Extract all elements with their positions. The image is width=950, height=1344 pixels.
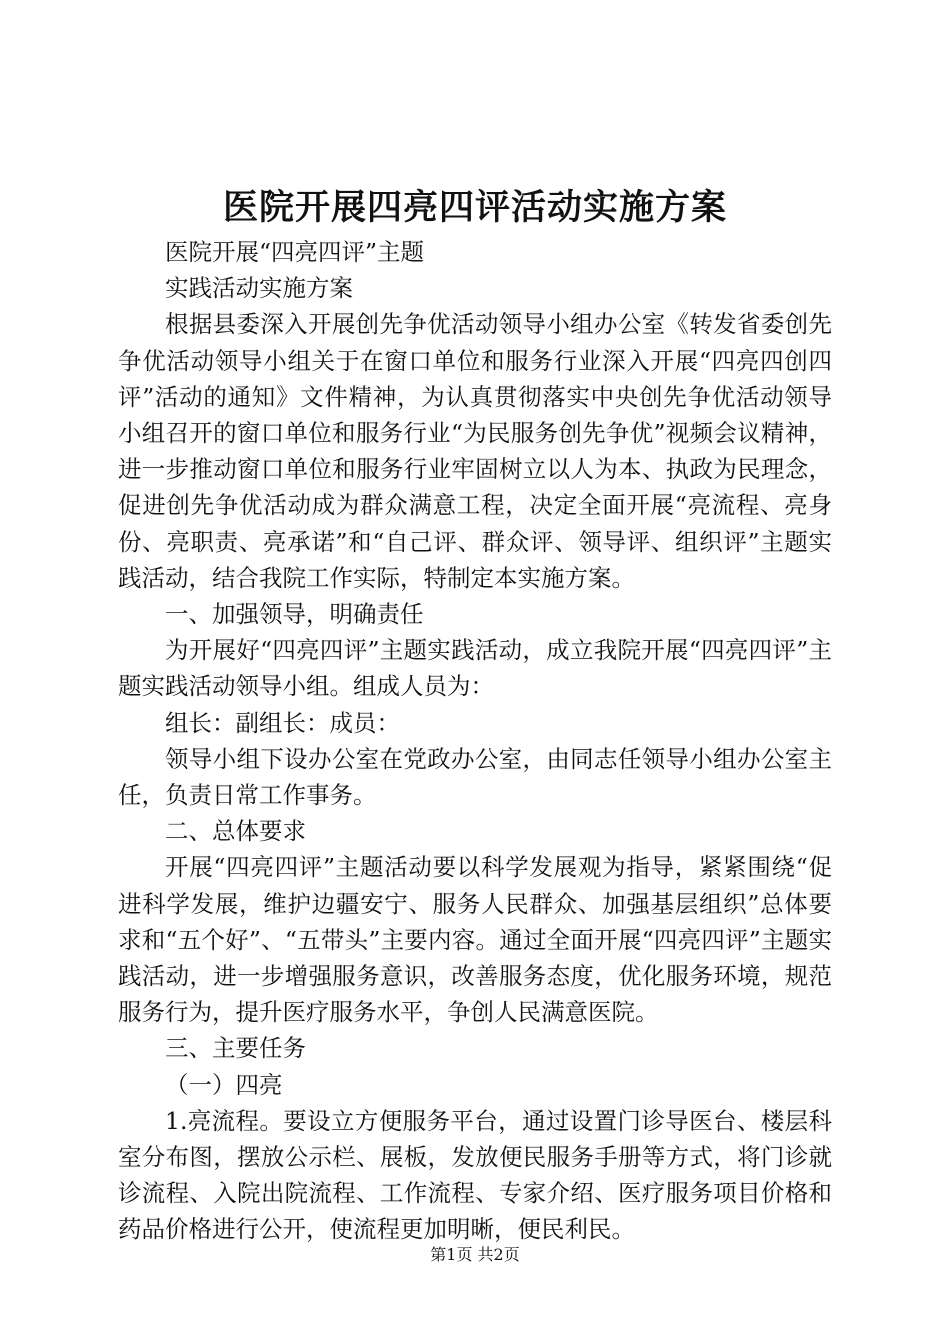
document-body: [118, 234, 832, 1248]
subsection-heading-1: （一）四亮: [165, 1070, 283, 1099]
section-1-paragraph: 为开展好“四亮四评”主题实践活动，成立我院开展“四亮四评”主题实践活动领导小组。组成人员为：: [118, 636, 832, 701]
section-heading-2: 二、总体要求: [165, 817, 306, 846]
item-1-paragraph: 1.亮流程。要设立方便服务平台，通过设置门诊导医台、楼层科室分布图，摆放公示栏、展板，发放便民服务手册等方式，将门诊就诊流程、入院出院流程、工作流程、专家介绍、医疗服务项目价格和药品价格进行公开，使流程更加明晰，便民利民。: [118, 1106, 832, 1244]
page-footer: 第1页 共2页: [430, 1245, 520, 1264]
section-2-paragraph: 开展“四亮四评”主题活动要以科学发展观为指导，紧紧围绕“促进科学发展，维护边疆安宁、服务人民群众、加强基层组织”总体要求和“五个好”、“五带头”主要内容。通过全面开展“四亮四评”主题实践活动，进一步增强服务意识，改善服务态度，优化服务环境，规范服务行为，提升医疗服务水平，争创人民满意医院。: [118, 853, 832, 1027]
document-title: 医院开展四亮四评活动实施方案: [222, 187, 727, 228]
subtitle-line-1: 医院开展“四亮四评”主题: [165, 238, 425, 266]
section-heading-3: 三、主要任务: [165, 1034, 306, 1063]
intro-paragraph: 根据县委深入开展创先争优活动领导小组办公室《转发省委创先争优活动领导小组关于在窗口单位和服务行业深入开展“四亮四创四评”活动的通知》文件精神，为认真贯彻落实中央创先争优活动领导小组召开的窗口单位和服务行业“为民服务创先争优”视频会议精神，进一步推动窗口单位和服务行业牢固树立以人为本、执政为民理念，促进创先争优活动成为群众满意工程，决定全面开展“亮流程、亮身份、亮职责、亮承诺”和“自己评、群众评、领导评、组织评”主题实践活动，结合我院工作实际，特制定本实施方案。: [118, 310, 832, 592]
office-paragraph: 领导小组下设办公室在党政办公室，由同志任领导小组办公室主任，负责日常工作事务。: [118, 744, 832, 810]
subtitle-line-2: 实践活动实施方案: [165, 274, 353, 303]
section-heading-1: 一、加强领导，明确责任: [165, 600, 424, 629]
leader-list: 组长：副组长：成员：: [165, 708, 400, 737]
